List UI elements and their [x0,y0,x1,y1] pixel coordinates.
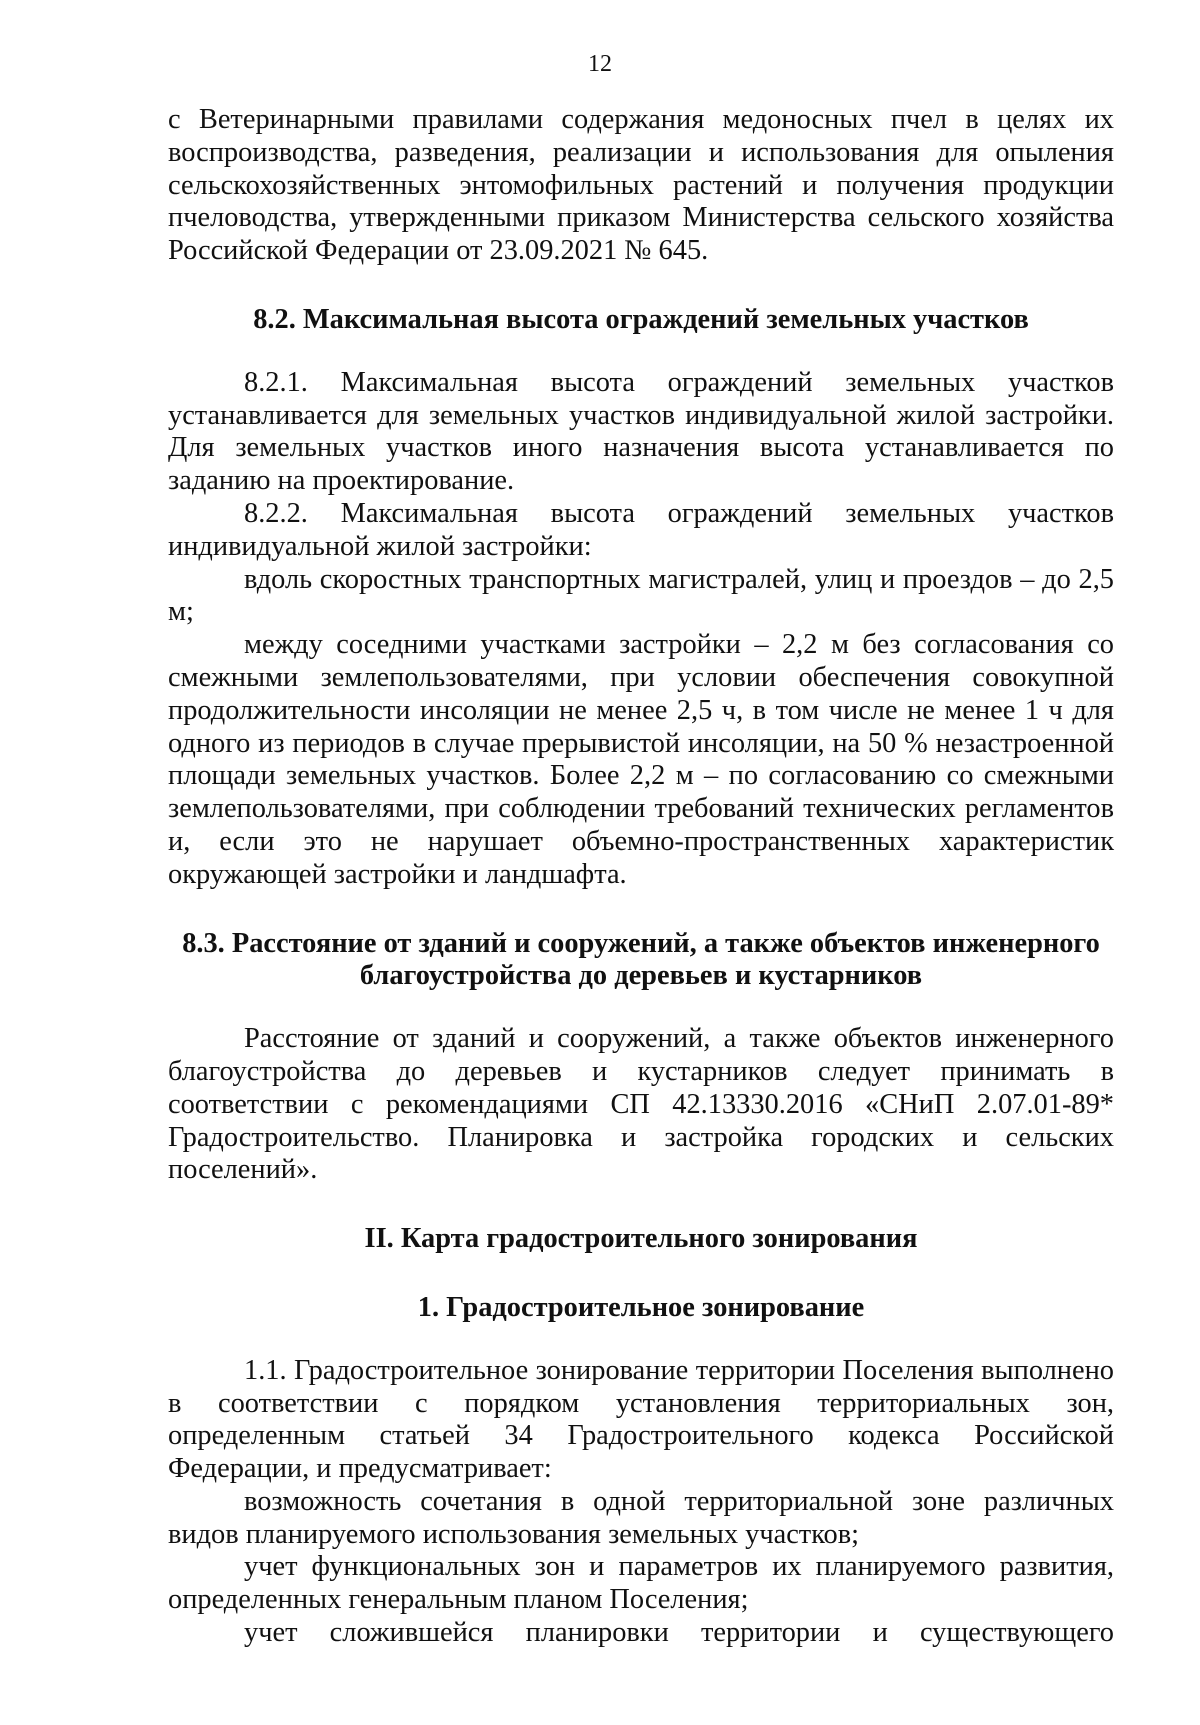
paragraph-along-roads: вдоль скоростных транспортных магистралей, улиц и проездов – до 2,5 м; [168,563,1114,628]
paragraph-combination: возможность сочетания в одной территориальной зоне различных видов планируемого использования земельных участков; [168,1485,1114,1550]
heading-8-3: 8.3. Расстояние от зданий и сооружений, а также объектов инженерного благоустройства до деревьев и кустарников [182,927,1100,992]
paragraph-8-2-1: 8.2.1. Максимальная высота ограждений земельных участков устанавливается для земельных участков индивидуальной жилой застройки. Для земельных участков иного назначения высота устанавливается по заданию на проектирование. [168,366,1114,497]
paragraph-existing-layout: учет сложившейся планировки территории и существующего [244,1617,1114,1649]
paragraph-between-plots: между соседними участками застройки – 2,2 м без согласования со смежными землепользователями, при условии обеспечения совокупной продолжительности инсоляции не менее 2,5 ч, в том числе не менее 1 ч для одного из периодов в случае прерывистой инсоляции, на 50 % незастроенной площади земельных участков. Более 2,2 м – по согласованию со смежными землепользователями, при соблюдении требований технических регламентов и, если это не нарушает объемно-пространственных характеристик окружающей застройки и ландшафта. [168,629,1114,890]
paragraph-1-1: 1.1. Градостроительное зонирование территории Поселения выполнено в соответствии с порядком установления территориальных зон, определенным статьей 34 Градостроительного кодекса Российской Федерации, и предусматривает: [168,1354,1114,1485]
paragraph-8-2-2: 8.2.2. Максимальная высота ограждений земельных участков индивидуальной жилой застройки: [168,497,1114,562]
page-number: 12 [588,51,612,77]
document-body [168,104,1114,1650]
paragraph-functional-zones: учет функциональных зон и параметров их планируемого развития, определенных генеральным планом Поселения; [168,1551,1114,1616]
paragraph-8-3: Расстояние от зданий и сооружений, а также объектов инженерного благоустройства до деревьев и кустарников следует принимать в соответствии с рекомендациями СП 42.13330.2016 «СНиП 2.07.01-89* Градостроительство. Планировка и застройка городских и сельских поселений». [168,1023,1114,1186]
paragraph-vet-rules: с Ветеринарными правилами содержания медоносных пчел в целях их воспроизводства, разведения, реализации и использования для опыления сельскохозяйственных энтомофильных растений и получения продукции пчеловодства, утвержденными приказом Министерства сельского хозяйства Российской Федерации от 23.09.2021 № 645. [168,104,1114,267]
heading-zoning: 1. Градостроительное зонирование [417,1291,865,1323]
heading-8-2: 8.2. Максимальная высота ограждений земельных участков [253,303,1029,335]
heading-section-ii: II. Карта градостроительного зонирования [364,1223,918,1255]
